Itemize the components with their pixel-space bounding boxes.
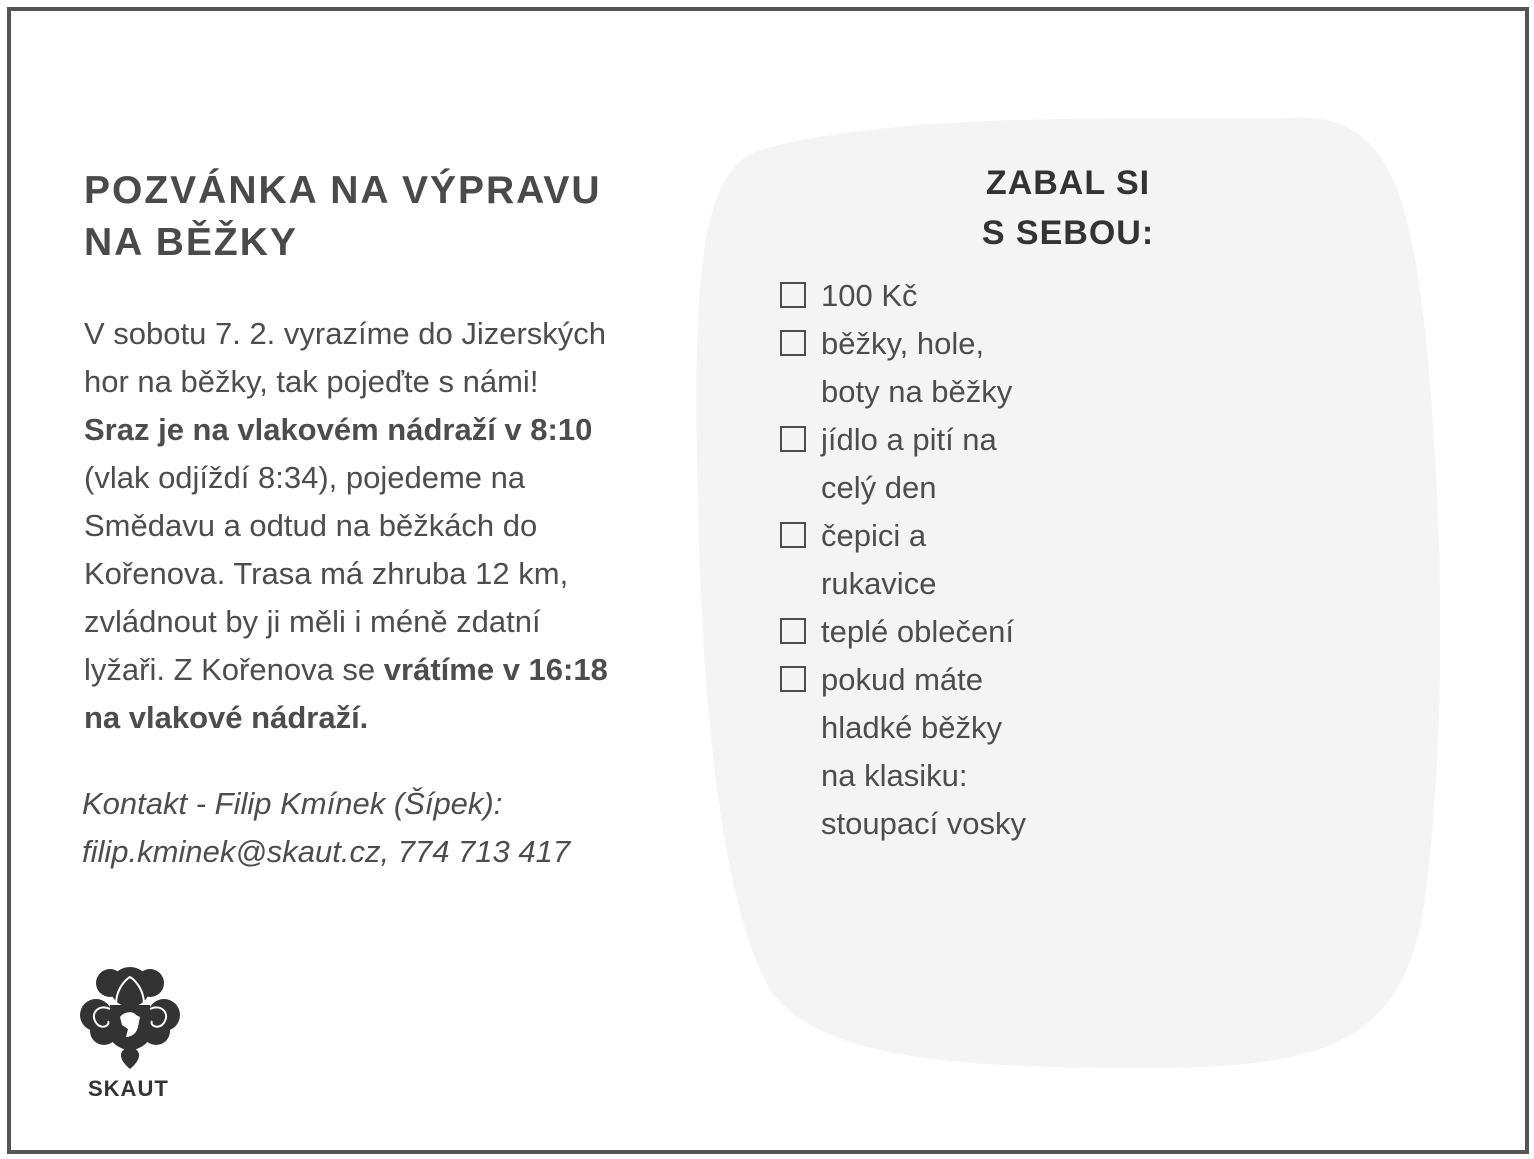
text: lyžaři. Z Kořenova se [84, 652, 384, 687]
checklist-item [780, 656, 1026, 848]
checklist-line: běžky, hole, [821, 326, 985, 361]
title-line: POZVÁNKA NA VÝPRAVU [84, 169, 602, 212]
text: V sobotu 7. 2. vyrazíme do Jizerských [84, 316, 607, 351]
contact-email-phone: filip.kminek@skaut.cz, 774 713 417 [82, 834, 571, 869]
bold-text: Sraz je na vlakovém nádraží v 8:10 [84, 412, 593, 447]
checklist-line: na klasiku: [821, 758, 968, 793]
title-line: NA BĚŽKY [84, 221, 298, 264]
checklist-line: pokud máte [821, 662, 983, 697]
packing-list-title [940, 158, 1196, 258]
checklist-line: boty na běžky [821, 374, 1013, 409]
checkbox-icon[interactable] [780, 330, 806, 356]
checkbox-icon[interactable] [780, 282, 806, 308]
checklist-item-text [821, 608, 1014, 656]
page-title [84, 165, 602, 269]
checklist-line: 100 Kč [821, 278, 918, 313]
paragraph-line [84, 502, 608, 550]
skaut-lily-logo [80, 965, 180, 1069]
text: Smědavu a odtud na běžkách do [84, 508, 538, 543]
text: zvládnout by ji měli i méně zdatní [84, 604, 541, 639]
checklist-line: teplé oblečení [821, 614, 1015, 649]
checklist-item-text [821, 656, 1026, 848]
text: hor na běžky, tak pojeďte s námi! [84, 364, 539, 399]
checkbox-icon[interactable] [780, 522, 806, 548]
checklist-line: hladké běžky [821, 710, 1002, 745]
paragraph-line [84, 598, 608, 646]
checklist-item [780, 512, 1026, 608]
checklist-line: rukavice [821, 566, 937, 601]
bold-text: na vlakové nádraží. [84, 700, 369, 735]
paragraph-line [84, 310, 608, 358]
packing-title-line: ZABAL SI [985, 164, 1151, 202]
checklist-item [780, 272, 1026, 320]
checklist-item [780, 608, 1026, 656]
checklist-line: jídlo a pití na [821, 422, 997, 457]
checkbox-icon[interactable] [780, 666, 806, 692]
checklist-line: stoupací vosky [821, 806, 1027, 841]
checkbox-icon[interactable] [780, 618, 806, 644]
checklist-item-text [821, 272, 918, 320]
contact-name: Kontakt - Filip Kmínek (Šípek): [82, 786, 503, 821]
packing-title-line: S SEBOU: [981, 214, 1155, 252]
paragraph-line [84, 454, 608, 502]
paragraph-line [84, 550, 608, 598]
checklist-item-text [821, 320, 1012, 416]
checklist-item [780, 320, 1026, 416]
skaut-logo-text: SKAUT [88, 1076, 169, 1101]
text: (vlak odjíždí 8:34), pojedeme na [84, 460, 526, 495]
paragraph-line [84, 406, 608, 454]
checklist-item-text [821, 416, 997, 512]
checkbox-icon[interactable] [780, 426, 806, 452]
paragraph-line [84, 646, 608, 694]
bold-text: vrátíme v 16:18 [383, 652, 608, 687]
paragraph-line [84, 694, 608, 742]
paragraph-line [84, 358, 608, 406]
checklist-item-text [821, 512, 936, 608]
invitation-paragraph [84, 310, 608, 742]
checklist-line: celý den [821, 470, 937, 505]
text: Kořenova. Trasa má zhruba 12 km, [84, 556, 569, 591]
checklist-line: čepici a [821, 518, 927, 553]
checklist-item [780, 416, 1026, 512]
contact-info [82, 780, 570, 876]
packing-list [780, 272, 1026, 848]
